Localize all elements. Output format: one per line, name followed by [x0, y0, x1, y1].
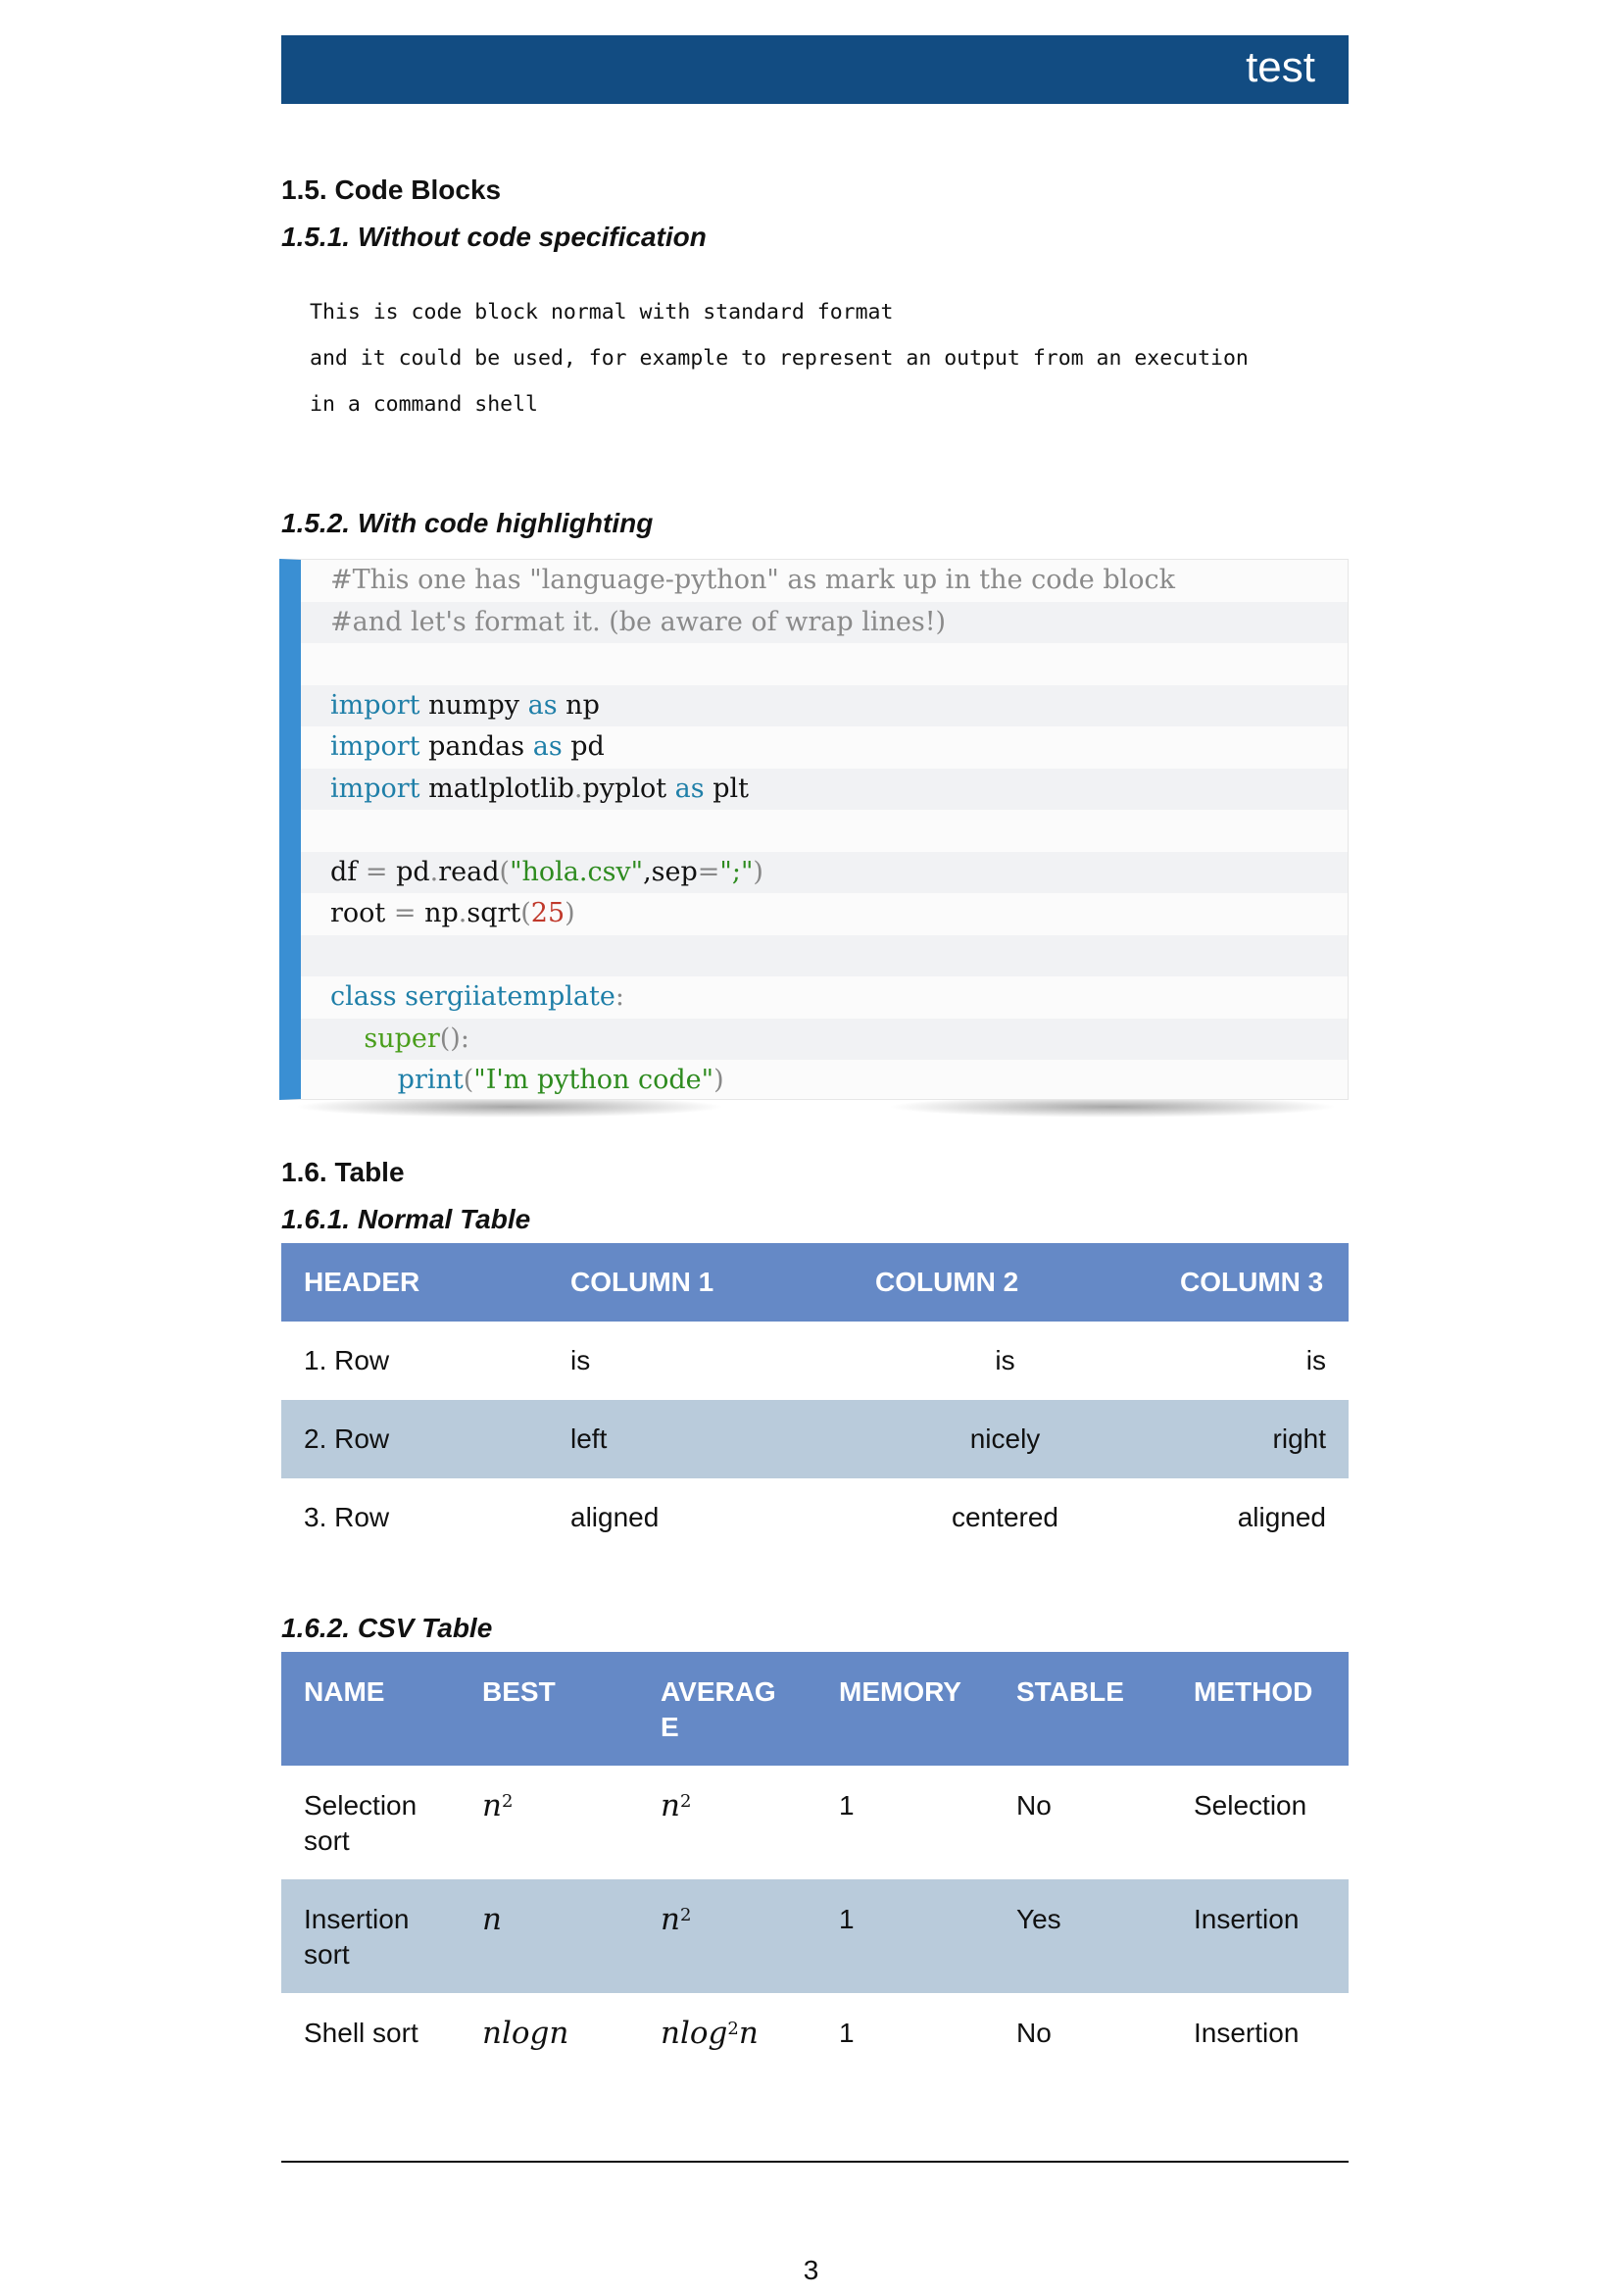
table-cell-average [638, 1879, 816, 1993]
table-header-row [281, 1243, 1349, 1322]
math-tail: n [738, 2016, 759, 2051]
table-cell: aligned [1237, 1502, 1326, 1532]
table-header-cell [638, 1652, 816, 1766]
table-cell: Insertion [1171, 1879, 1349, 1993]
page-number: 3 [803, 2255, 819, 2285]
alias-name: np [557, 689, 600, 721]
table-cell: is [1305, 1345, 1326, 1375]
table-header-cell: HEADER [281, 1243, 548, 1322]
math-expression [661, 1902, 691, 1937]
keyword-as: as [674, 773, 705, 804]
table-row [281, 1993, 1349, 2107]
keyword-import: import [330, 689, 420, 721]
footer-rule [281, 2161, 1349, 2163]
math-expression [661, 2016, 759, 2051]
subsection-heading-code-highlighting: 1.5.2. With code highlighting [281, 508, 654, 538]
table-cell: is [570, 1345, 591, 1375]
table-header-cell: MEMORY [816, 1652, 994, 1766]
operator-equals: = [393, 898, 417, 928]
table-cell: left [548, 1400, 853, 1478]
section-heading-code-blocks: 1.5. Code Blocks [281, 175, 502, 205]
table-cell-best [460, 1993, 638, 2107]
table-cell: No [1016, 2018, 1052, 2048]
identifier: np [416, 898, 459, 928]
code-line [301, 726, 1348, 769]
code-line [301, 1060, 1348, 1100]
header-average-line2: E [661, 1712, 679, 1742]
table-cell: No [1016, 1790, 1052, 1821]
code-line [301, 1019, 1348, 1061]
math-base: nlogn [482, 2016, 569, 2051]
code-line-blank [301, 810, 1348, 852]
math-exponent: 2 [501, 1791, 514, 1812]
csv-table [281, 1652, 1349, 2107]
keyword-as: as [527, 689, 558, 721]
table-row [281, 1478, 1349, 1557]
name-line: sort [304, 1939, 350, 1970]
table-cell-average [638, 1993, 816, 2107]
table-cell: Yes [994, 1879, 1171, 1993]
table-cell-average [638, 1766, 816, 1879]
math-expression [482, 1902, 502, 1937]
code-line [301, 602, 1348, 644]
indent [330, 1023, 364, 1054]
math-base: n [482, 1902, 502, 1937]
table-header-cell: BEST [460, 1652, 638, 1766]
table-header-cell: STABLE [994, 1652, 1171, 1766]
paren: ) [713, 1065, 724, 1095]
string-literal: ";" [719, 856, 754, 887]
table-header-row [281, 1652, 1349, 1766]
code-line-blank [301, 935, 1348, 977]
table-header-cell: COLUMN 3 [1157, 1243, 1349, 1322]
math-base: n [661, 1788, 680, 1823]
table-cell-best [460, 1879, 638, 1993]
string-literal: "I'm python code" [473, 1065, 714, 1095]
code-line [301, 769, 1348, 811]
variable-name: root [330, 898, 394, 928]
paren: ( [520, 898, 531, 928]
code-line-blank [301, 643, 1348, 685]
operator-equals: = [697, 856, 720, 887]
keyword-class: class [330, 981, 397, 1012]
builtin-print: print [397, 1065, 464, 1095]
function-name: read [438, 856, 500, 887]
table-cell-name [281, 1766, 460, 1879]
header-bar [281, 35, 1349, 104]
plain-code-line: in a command shell [310, 392, 538, 417]
name-line: Selection [304, 1790, 418, 1821]
paren: ) [565, 898, 575, 928]
table-cell: 2. Row [281, 1400, 548, 1478]
operator-dot: . [573, 773, 583, 804]
header-average-line1: AVERAG [661, 1676, 776, 1707]
class-name: sergiiatemplate [396, 981, 615, 1012]
table-header-cell: COLUMN 1 [548, 1243, 853, 1322]
module-name: pandas [419, 731, 533, 762]
module-name: pyplot [582, 773, 675, 804]
colon: : [460, 1023, 469, 1054]
colon: : [614, 981, 624, 1012]
module-name: numpy [419, 689, 528, 721]
table-cell-name [281, 1879, 460, 1993]
table-cell: 1. Row [304, 1345, 390, 1375]
table-cell-best [460, 1766, 638, 1879]
subsection-heading-normal-table: 1.6.1. Normal Table [281, 1204, 531, 1234]
operator-dot: . [429, 856, 439, 887]
code-line [301, 852, 1348, 894]
alias-name: pd [562, 731, 605, 762]
math-base: n [661, 1902, 680, 1937]
function-name: sqrt [467, 898, 521, 928]
table-cell: centered [952, 1502, 1058, 1532]
table-cell: 3. Row [304, 1502, 390, 1532]
name-line: Insertion [304, 1904, 410, 1934]
table-row [281, 1766, 1349, 1879]
table-cell: Insertion [1194, 2018, 1300, 2048]
table-cell: 1 [839, 2018, 855, 2048]
math-base: nlog [661, 2016, 728, 2051]
argument-name: ,sep [643, 856, 698, 887]
module-name: matlplotlib [419, 773, 574, 804]
table-cell-name [281, 1993, 460, 2107]
table-header-cell: NAME [281, 1652, 460, 1766]
math-expression [661, 1788, 691, 1823]
table-cell: 1 [816, 1879, 994, 1993]
alias-name: plt [704, 773, 749, 804]
table-cell: aligned [570, 1502, 660, 1532]
builtin-super: super [364, 1023, 440, 1054]
table-row [281, 1879, 1349, 1993]
operator-equals: = [365, 856, 388, 887]
table-cell: right [1157, 1400, 1349, 1478]
table-header-cell: METHOD [1171, 1652, 1349, 1766]
name-line: sort [304, 1825, 350, 1856]
code-line [301, 685, 1348, 727]
math-base: n [482, 1788, 502, 1823]
variable-name: df [330, 856, 366, 887]
code-line [301, 893, 1348, 935]
paren: ( [499, 856, 511, 887]
code-line [301, 560, 1348, 602]
table-row [281, 1322, 1349, 1400]
indent [330, 1065, 398, 1095]
identifier: pd [387, 856, 430, 887]
string-literal: "hola.csv" [510, 856, 644, 887]
code-comment: #This one has "language-python" as mark up in the code block [330, 565, 1175, 595]
operator-dot: . [458, 898, 467, 928]
keyword-import: import [330, 773, 420, 804]
math-exponent: 2 [679, 1791, 692, 1812]
math-expression [482, 1788, 513, 1823]
keyword-as: as [532, 731, 563, 762]
code-comment: #and let's format it. (be aware of wrap lines!) [330, 606, 947, 637]
table-cell: Selection [1194, 1790, 1307, 1821]
table-cell: is [995, 1345, 1015, 1375]
table-row [281, 1400, 1349, 1478]
section-heading-table: 1.6. Table [281, 1157, 405, 1187]
plain-code-line: This is code block normal with standard format [310, 300, 894, 324]
subsection-heading-without-code-spec: 1.5.1. Without code specification [281, 222, 707, 252]
highlighted-code-block [279, 559, 1349, 1100]
header-title: test [1246, 43, 1315, 91]
paren: () [439, 1023, 461, 1054]
paren: ) [753, 856, 763, 887]
plain-code-block [310, 289, 1249, 427]
subsection-heading-csv-table: 1.6.2. CSV Table [281, 1613, 493, 1643]
number-literal: 25 [530, 898, 565, 928]
code-line [301, 976, 1348, 1019]
plain-code-line: and it could be used, for example to represent an output from an execution [310, 346, 1249, 371]
math-exponent: 2 [679, 1905, 692, 1925]
math-exponent: 2 [727, 2019, 739, 2039]
table-cell: 1 [839, 1790, 855, 1821]
name-line: Shell sort [304, 2018, 418, 2048]
table-cell: nicely [853, 1400, 1157, 1478]
table-header-cell: COLUMN 2 [853, 1243, 1157, 1322]
paren: ( [463, 1065, 474, 1095]
math-expression [482, 2016, 568, 2051]
normal-table [281, 1243, 1349, 1557]
keyword-import: import [330, 731, 420, 762]
